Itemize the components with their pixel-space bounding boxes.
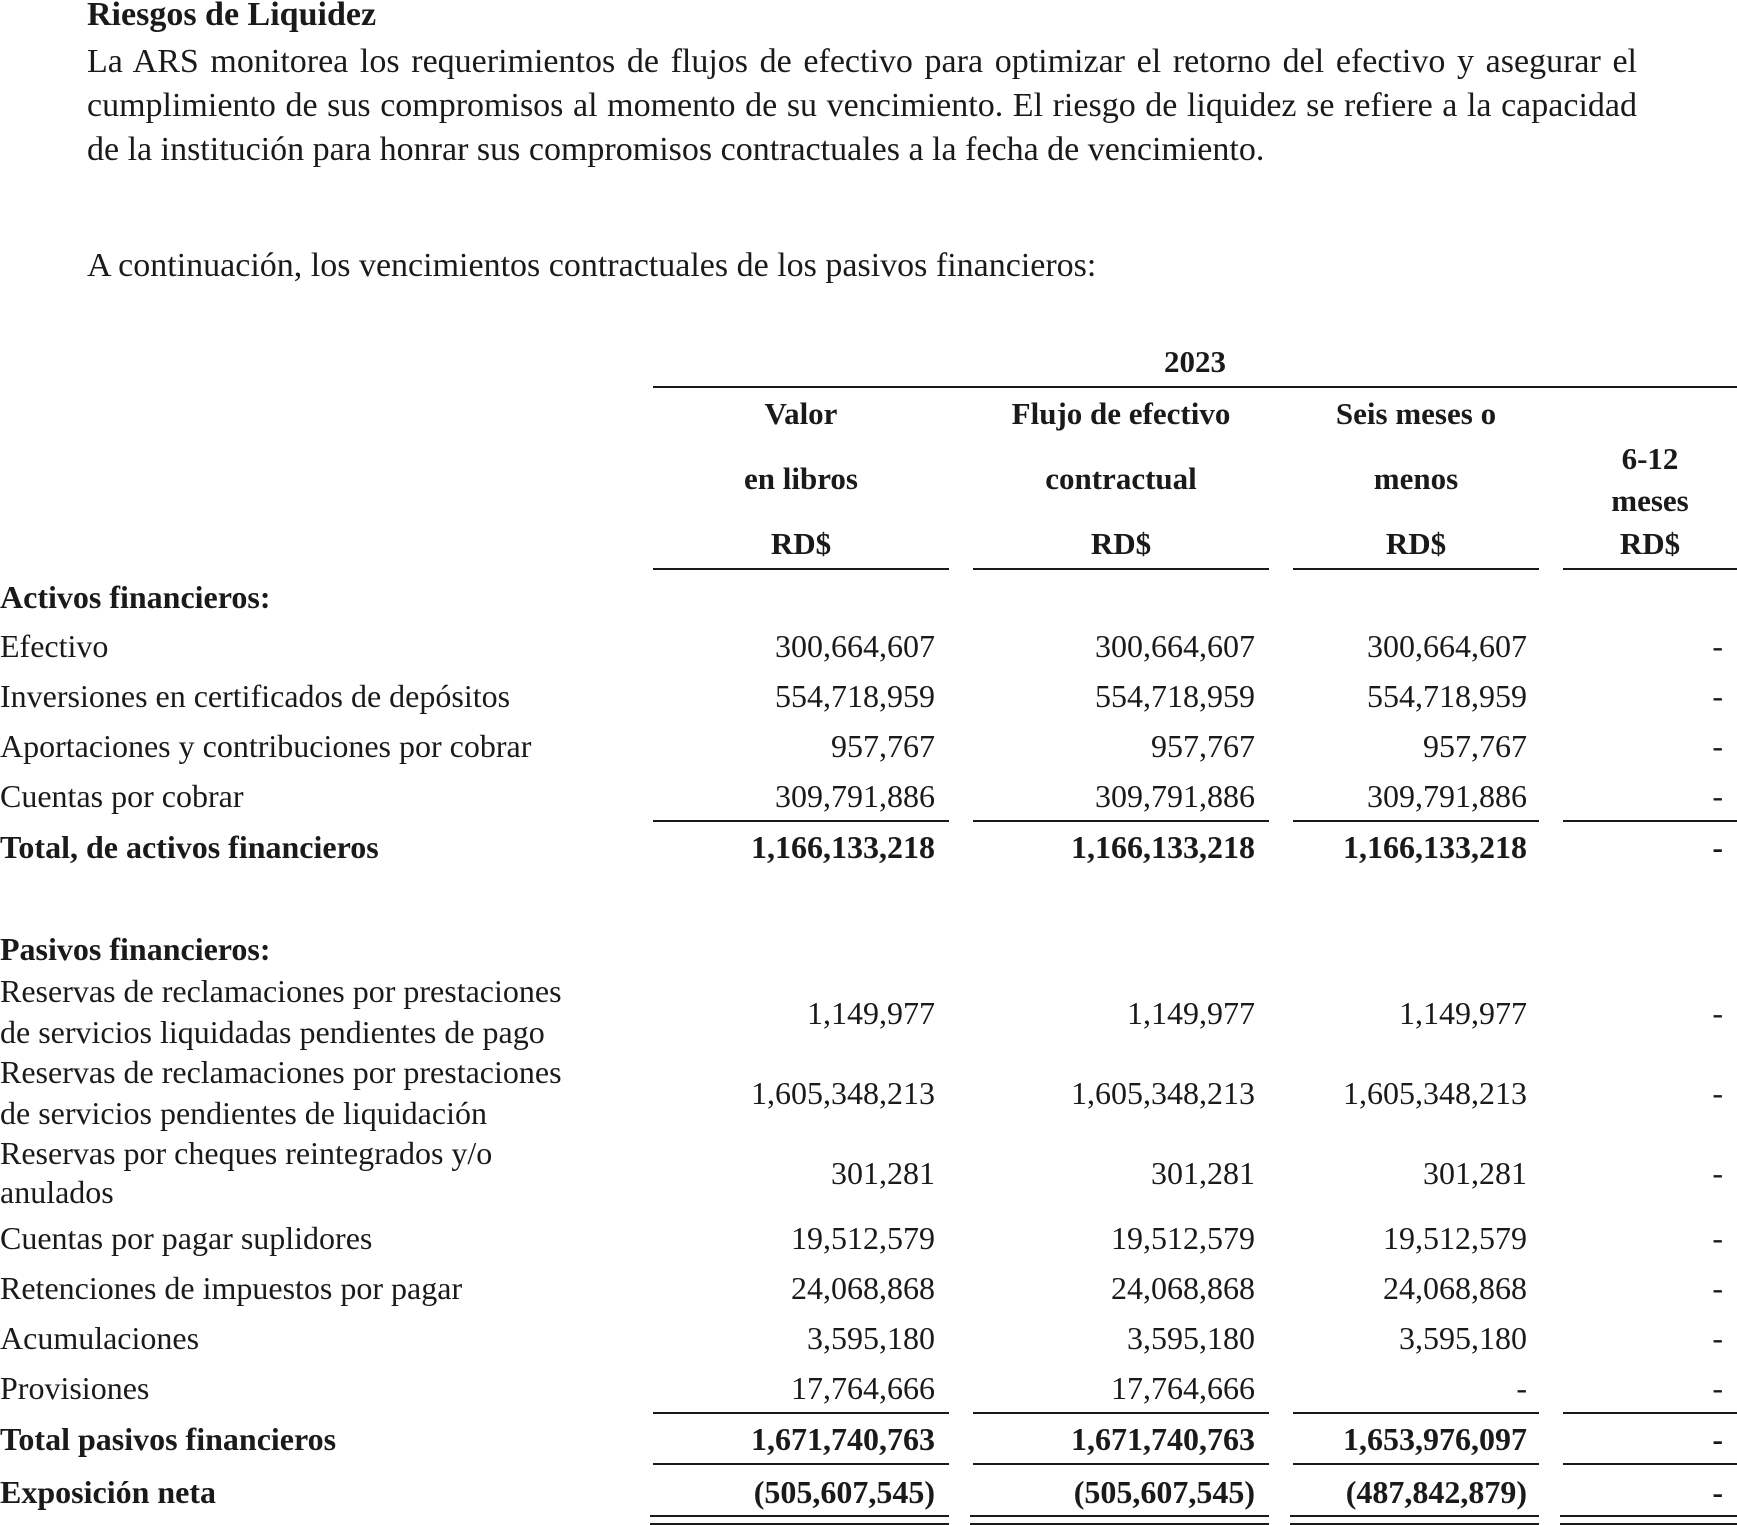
table-year-header: 2023 bbox=[1164, 344, 1226, 379]
cell-value: - bbox=[1712, 728, 1723, 764]
cell-value: 957,767 bbox=[831, 728, 935, 764]
row-label: Total, de activos financieros bbox=[0, 829, 379, 865]
cell-value: 1,149,977 bbox=[807, 995, 935, 1031]
row-label: Total pasivos financieros bbox=[0, 1421, 337, 1457]
cell-value: 19,512,579 bbox=[791, 1220, 935, 1256]
cell-value: 300,664,607 bbox=[1095, 628, 1255, 664]
cell-value: 3,595,180 bbox=[807, 1320, 935, 1356]
row-label-line1: Reservas de reclamaciones por prestaciones bbox=[0, 973, 562, 1009]
row-label: Aportaciones y contribuciones por cobrar bbox=[0, 728, 532, 764]
pasivos-heading: Pasivos financieros: bbox=[0, 931, 271, 967]
intro-paragraph: La ARS monitorea los requerimientos de flujos de efectivo para optimizar el retorno del efectivo y asegurar el cumplimiento de sus compromisos al momento de su vencimiento. El riesgo de liquidez se refiere a la capacidad de la institución para honrar sus compromisos contractuales a la fecha de vencimiento. bbox=[87, 43, 1637, 168]
cell-value: 1,166,133,218 bbox=[1071, 829, 1255, 865]
cell-value: 1,149,977 bbox=[1127, 995, 1255, 1031]
col-header-valor-line2: en libros bbox=[744, 461, 858, 496]
cell-value: 24,068,868 bbox=[791, 1270, 935, 1306]
col-header-flujo-line1: Flujo de efectivo bbox=[1011, 396, 1231, 431]
cell-value: - bbox=[1516, 1370, 1527, 1406]
col-header-valor-line3: RD$ bbox=[770, 526, 832, 561]
cell-value: 24,068,868 bbox=[1383, 1270, 1527, 1306]
cell-value: 309,791,886 bbox=[775, 778, 935, 814]
cell-value: 309,791,886 bbox=[1095, 778, 1255, 814]
col-header-rule bbox=[653, 568, 949, 570]
cell-value: - bbox=[1712, 1474, 1723, 1510]
subtotal-rule bbox=[1563, 1412, 1737, 1414]
col-header-seis-line2: menos bbox=[1373, 461, 1459, 496]
row-label-line2: de servicios liquidadas pendientes de pago bbox=[0, 1014, 545, 1050]
row-label-line2: de servicios pendientes de liquidación bbox=[0, 1095, 487, 1131]
cell-value: 300,664,607 bbox=[775, 628, 935, 664]
cell-value: 957,767 bbox=[1151, 728, 1255, 764]
cell-value: - bbox=[1712, 1155, 1723, 1191]
cell-value: 19,512,579 bbox=[1111, 1220, 1255, 1256]
col-header-flujo-line3: RD$ bbox=[1090, 526, 1152, 561]
cell-value: 1,671,740,763 bbox=[1071, 1421, 1255, 1457]
cell-value: 301,281 bbox=[831, 1155, 935, 1191]
cell-value: 554,718,959 bbox=[1367, 678, 1527, 714]
cell-value: 17,764,666 bbox=[1111, 1370, 1255, 1406]
col-header-rule bbox=[1563, 568, 1737, 570]
total-rule bbox=[1563, 1463, 1737, 1465]
cell-value: 1,166,133,218 bbox=[751, 829, 935, 865]
subtotal-rule bbox=[1293, 820, 1539, 822]
cell-value: 17,764,666 bbox=[791, 1370, 935, 1406]
cell-value: 3,595,180 bbox=[1399, 1320, 1527, 1356]
cell-value: - bbox=[1712, 678, 1723, 714]
activos-heading: Activos financieros: bbox=[0, 579, 271, 615]
cell-value: 24,068,868 bbox=[1111, 1270, 1255, 1306]
cell-value: 554,718,959 bbox=[1095, 678, 1255, 714]
col-header-flujo-line2: contractual bbox=[1045, 461, 1197, 496]
cell-value: - bbox=[1712, 1220, 1723, 1256]
cell-value: 1,605,348,213 bbox=[1343, 1075, 1527, 1111]
col-header-rule bbox=[1293, 568, 1539, 570]
cell-value: 301,281 bbox=[1151, 1155, 1255, 1191]
cell-value: - bbox=[1712, 628, 1723, 664]
cell-value: - bbox=[1712, 1320, 1723, 1356]
cell-value: - bbox=[1712, 1370, 1723, 1406]
subtotal-rule bbox=[1563, 820, 1737, 822]
double-underline bbox=[650, 1515, 949, 1525]
cell-value: 957,767 bbox=[1423, 728, 1527, 764]
cell-value: - bbox=[1712, 778, 1723, 814]
cell-value: - bbox=[1712, 1421, 1723, 1457]
row-label-line1: Reservas de reclamaciones por prestaciones bbox=[0, 1054, 562, 1090]
double-underline bbox=[1290, 1515, 1539, 1525]
cell-value: - bbox=[1712, 995, 1723, 1031]
col-header-valor-line1: Valor bbox=[764, 396, 838, 431]
cell-value: 3,595,180 bbox=[1127, 1320, 1255, 1356]
double-underline bbox=[1560, 1515, 1737, 1525]
cell-value: 300,664,607 bbox=[1367, 628, 1527, 664]
subtotal-rule bbox=[653, 820, 949, 822]
row-label-line1: Reservas por cheques reintegrados y/o bbox=[0, 1135, 493, 1171]
cell-value: - bbox=[1712, 1270, 1723, 1306]
cell-value: 1,166,133,218 bbox=[1343, 829, 1527, 865]
row-label: Cuentas por cobrar bbox=[0, 778, 244, 814]
cell-value: 1,149,977 bbox=[1399, 995, 1527, 1031]
year-header-rule bbox=[653, 386, 1737, 388]
col-header-rule bbox=[973, 568, 1269, 570]
col-header-6-12-line1: 6-12 bbox=[1621, 441, 1679, 476]
cell-value: (487,842,879) bbox=[1345, 1474, 1527, 1510]
row-label: Efectivo bbox=[0, 628, 109, 664]
cell-value: 309,791,886 bbox=[1367, 778, 1527, 814]
row-label: Acumulaciones bbox=[0, 1320, 200, 1356]
total-rule bbox=[1293, 1463, 1539, 1465]
row-label: Provisiones bbox=[0, 1370, 150, 1406]
cell-value: 554,718,959 bbox=[775, 678, 935, 714]
col-header-6-12-line2: meses bbox=[1611, 483, 1689, 518]
cell-value: 19,512,579 bbox=[1383, 1220, 1527, 1256]
subtotal-rule bbox=[973, 820, 1269, 822]
table-intro-paragraph: A continuación, los vencimientos contractuales de los pasivos financieros: bbox=[87, 247, 1097, 284]
subtotal-rule bbox=[653, 1412, 949, 1414]
row-label: Cuentas por pagar suplidores bbox=[0, 1220, 373, 1256]
row-label: Inversiones en certificados de depósitos bbox=[0, 678, 511, 714]
col-header-6-12-line3: RD$ bbox=[1619, 526, 1681, 561]
row-label: Retenciones de impuestos por pagar bbox=[0, 1270, 463, 1306]
cell-value: - bbox=[1712, 1075, 1723, 1111]
cell-value: - bbox=[1712, 829, 1723, 865]
total-rule bbox=[973, 1463, 1269, 1465]
cell-value: 1,671,740,763 bbox=[751, 1421, 935, 1457]
row-label-line2: anulados bbox=[0, 1174, 114, 1210]
row-label: Exposición neta bbox=[0, 1474, 217, 1510]
cell-value: 1,653,976,097 bbox=[1343, 1421, 1527, 1457]
col-header-seis-line3: RD$ bbox=[1385, 526, 1447, 561]
cell-value: 1,605,348,213 bbox=[751, 1075, 935, 1111]
col-header-seis-line1: Seis meses o bbox=[1335, 396, 1497, 431]
subtotal-rule bbox=[973, 1412, 1269, 1414]
cell-value: 301,281 bbox=[1423, 1155, 1527, 1191]
total-rule bbox=[653, 1463, 949, 1465]
cell-value: (505,607,545) bbox=[753, 1474, 935, 1510]
section-heading: Riesgos de Liquidez bbox=[87, 0, 377, 33]
double-underline bbox=[970, 1515, 1269, 1525]
cell-value: 1,605,348,213 bbox=[1071, 1075, 1255, 1111]
subtotal-rule bbox=[1293, 1412, 1539, 1414]
cell-value: (505,607,545) bbox=[1073, 1474, 1255, 1510]
